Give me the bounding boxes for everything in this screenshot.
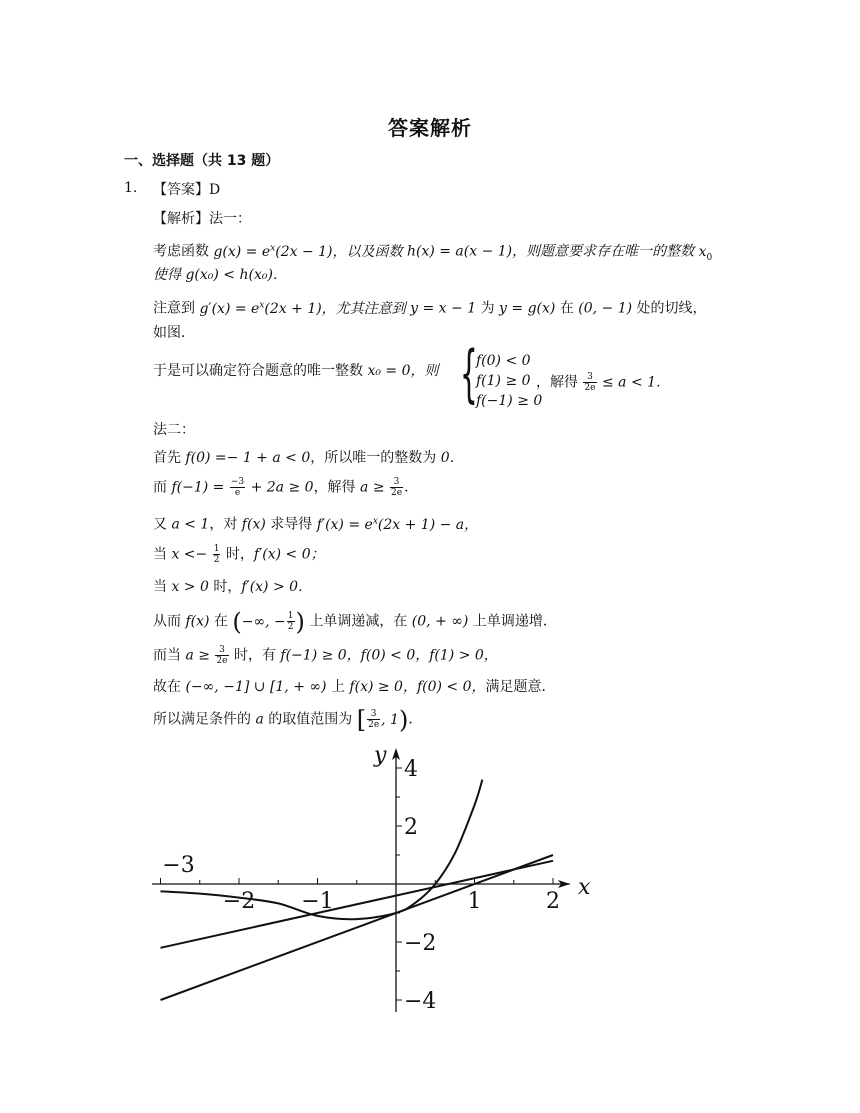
text-run: ，所以唯一的整数为: [310, 450, 437, 466]
function-graph: [140, 740, 600, 1020]
math-run: f′(x) > 0．: [241, 579, 313, 595]
fraction: [213, 544, 221, 565]
text-run: 当: [153, 546, 167, 563]
text-run: ，解得: [536, 374, 578, 391]
x-tick-label: −3: [162, 853, 195, 878]
analysis-line-11: [153, 607, 557, 636]
page-title: 答案解析: [388, 116, 472, 140]
math-run: g′(x) = e: [199, 300, 260, 317]
math-run: (−∞, −1] ∪ [1, + ∞): [185, 679, 327, 695]
fraction: [367, 709, 380, 730]
numerator: 3: [367, 709, 380, 720]
math-gprime: [199, 301, 405, 317]
text-run: 在: [559, 300, 574, 317]
analysis-line-14: [153, 705, 423, 734]
analysis-label: [153, 209, 251, 229]
right-paren: ): [295, 607, 305, 636]
numerator: −3: [230, 477, 245, 487]
text-run: ．: [408, 711, 423, 728]
math-fprime: [317, 517, 478, 533]
text-run: 上单调递减，在: [309, 613, 408, 630]
x-tick-label: −2: [222, 889, 256, 914]
y-axis-label: y: [374, 743, 387, 768]
y-tick-label: −2: [404, 931, 437, 956]
analysis-line-4: [153, 323, 195, 343]
question-number: 1.: [124, 180, 138, 196]
math-range: [356, 705, 409, 734]
analysis-line-1: [153, 238, 712, 267]
analysis-line-6: [153, 448, 464, 468]
math-run: a ≥: [185, 647, 210, 664]
math-run: (2x − 1)，以及函数: [275, 243, 403, 260]
fraction: [390, 477, 403, 498]
left-bracket: [: [356, 705, 367, 734]
text-run: 注意到: [153, 300, 195, 317]
math-run: , 1: [381, 711, 399, 728]
math-run: 0．: [440, 450, 464, 466]
x-tick-label: 1: [467, 889, 482, 914]
text-run: 考虑函数: [153, 243, 209, 260]
math-run: f(0) =− 1 + a < 0: [185, 450, 311, 466]
math-run: y = x − 1: [410, 300, 477, 317]
section-heading: 一、选择题（共 13 题）: [124, 153, 280, 169]
analysis-line-3: [153, 295, 707, 319]
equation-system: [460, 337, 543, 413]
numerator: 3: [215, 645, 228, 656]
series-lines: [161, 780, 554, 1000]
math-run: 使得 g(x₀) < h(x₀)．: [153, 267, 287, 283]
numerator: 3: [390, 477, 403, 488]
superscript: x: [259, 300, 265, 310]
analysis-label-text: 【解析】法一：: [153, 211, 251, 227]
system-row: f(0) < 0: [476, 353, 531, 369]
math-run: x₀ = 0，则: [367, 363, 439, 379]
text-run: 满足题意．: [485, 679, 556, 695]
fraction: [230, 477, 245, 498]
math-run: f′(x) = e: [316, 516, 373, 533]
text-run: 的取值范围为: [268, 711, 353, 728]
text-run: 首先: [153, 450, 181, 466]
fraction: [583, 372, 596, 393]
subscript: 0: [706, 252, 713, 263]
math-run: (0, − 1): [578, 300, 633, 317]
text-run: ，解得: [313, 479, 356, 496]
analysis-line-5: [153, 361, 439, 381]
denominator: 2e: [368, 720, 380, 730]
method-2-label: [153, 420, 195, 440]
math-run: f(x) ≥ 0，f(0) < 0，: [349, 679, 486, 695]
series-line-2: [161, 861, 554, 948]
text-run: ，对: [209, 516, 238, 533]
math-run: a: [255, 711, 264, 728]
denominator: 2: [287, 622, 294, 632]
tick-labels: [162, 743, 591, 1014]
text-run: 当: [153, 579, 167, 595]
math-run: ≤ a < 1．: [601, 374, 671, 391]
text-run: 上单调递增．: [472, 613, 557, 630]
text-run: 而当: [153, 647, 181, 664]
denominator: 2e: [216, 656, 228, 666]
text-run: 法二：: [153, 422, 195, 438]
x-tick-label: −1: [301, 889, 334, 914]
text-run: 处的切线，: [636, 300, 707, 317]
numerator: 1: [287, 611, 294, 621]
text-run: 在: [213, 613, 228, 630]
math-interval: [232, 607, 305, 636]
math-g: [213, 244, 402, 260]
math-run: f′(x) < 0；: [253, 546, 325, 563]
y-tick-label: 2: [404, 815, 418, 840]
math-run: f(−1) ≥ 0，f(0) < 0，f(1) > 0，: [280, 647, 498, 664]
math-run: f(−1) =: [171, 479, 225, 496]
analysis-line-13: [153, 677, 556, 697]
left-brace-icon: {: [460, 337, 478, 410]
math-run: a < 1: [171, 516, 210, 533]
analysis-line-5b: [536, 372, 670, 393]
math-h: h(x) = a(x − 1)，则题意要求存在唯一的整数: [406, 243, 695, 260]
denominator: 2e: [391, 488, 403, 498]
math-run: (2x + 1)，尤其注意到: [264, 300, 406, 317]
x-tick-label: 2: [546, 889, 560, 914]
analysis-line-2: [153, 265, 287, 285]
analysis-line-8: [153, 511, 478, 535]
text-run: 上: [330, 679, 345, 695]
y-tick-label: 4: [404, 757, 418, 782]
x-axis-label: x: [578, 875, 591, 900]
left-paren: (: [232, 607, 242, 636]
math-run: + 2a ≥ 0: [250, 479, 314, 496]
text-run: 故在: [153, 679, 181, 695]
axes: [152, 748, 570, 1012]
math-run: g(x) = e: [213, 243, 271, 260]
denominator: 2: [213, 555, 220, 565]
answer-text: 【答案】D: [153, 182, 221, 198]
system-rows: [476, 351, 542, 411]
math-run: (0, + ∞): [411, 613, 469, 630]
text-run: 又: [153, 516, 167, 533]
analysis-line-9: [153, 544, 325, 565]
system-row: f(−1) ≥ 0: [476, 393, 543, 409]
analysis-line-7: 而 f(−1) = $\frac{-3}{e}$ + 2a ≥ 0，解得 a ≥ $\frac{3}{2e}$ ．: [153, 477, 419, 498]
math-run: x > 0: [171, 579, 209, 595]
math-run: f(x): [185, 613, 210, 630]
math-run: (2x + 1) − a，: [377, 516, 479, 533]
text-run: 求导得: [270, 516, 313, 533]
denominator: 2e: [584, 383, 596, 393]
analysis-line-10: [153, 577, 312, 597]
math-run: a ≥: [360, 479, 385, 496]
system-row: f(1) ≥ 0: [476, 373, 531, 389]
analysis-line-12: [153, 645, 498, 666]
math-run: x <−: [171, 546, 208, 563]
text-run: 所以满足条件的: [153, 711, 251, 728]
text-run: 而: [153, 479, 167, 496]
text-run: 时，: [225, 546, 254, 563]
denominator: e: [234, 488, 241, 498]
math-run: −∞, −: [241, 613, 286, 630]
superscript: x: [270, 243, 276, 253]
text-run: 时，有: [233, 647, 276, 664]
series-line-3: [161, 855, 554, 1000]
y-tick-label: −4: [404, 989, 437, 1014]
answer-line: [153, 180, 220, 200]
text-run: 从而: [153, 613, 181, 630]
math-run: f(x): [241, 516, 266, 533]
numerator: 1: [213, 544, 220, 554]
fraction: [287, 611, 295, 632]
math-run: x: [698, 243, 707, 260]
numerator: 3: [583, 372, 596, 383]
text-run: 为: [480, 300, 495, 317]
math-run: y = g(x): [499, 300, 556, 317]
right-paren: ): [398, 705, 409, 734]
text-run: 时，: [213, 579, 242, 595]
superscript: x: [372, 516, 378, 526]
fraction: [215, 645, 228, 666]
text-run: 于是可以确定符合题意的唯一整数: [153, 363, 363, 379]
math-x0: [698, 243, 713, 263]
text-run: 如图．: [153, 325, 195, 341]
